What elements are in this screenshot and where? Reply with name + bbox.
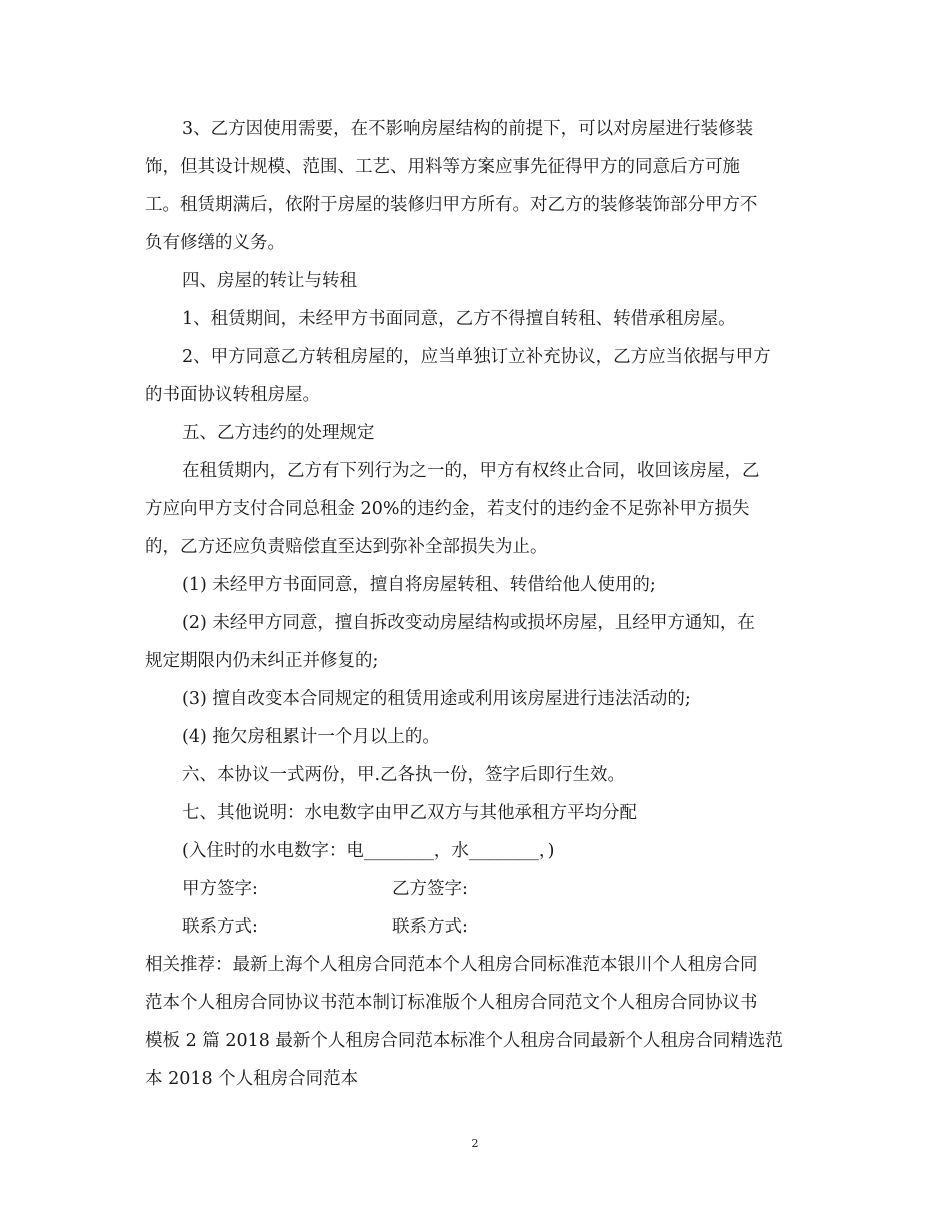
section-4-title: 四、房屋的转让与转租	[182, 271, 357, 291]
section-5-item-3: (3) 擅自改变本合同规定的租赁用途或利用该房屋进行违法活动的;	[182, 689, 691, 709]
section-5-item-4: (4) 拖欠房租累计一个月以上的。	[182, 727, 440, 747]
section-5-title: 五、乙方违约的处理规定	[182, 423, 375, 443]
text-line: 规定期限内仍未纠正并修复的;	[145, 651, 379, 671]
text-line: (2) 未经甲方同意，擅自拆改变动房屋结构或损坏房屋，且经甲方通知，在	[182, 613, 755, 633]
party-b-signature-label: 乙方签字:	[392, 879, 468, 899]
section-5-item-2	[145, 612, 820, 673]
contact-row	[145, 916, 820, 939]
section-4-item-1: 1、租赁期间，未经甲方书面同意，乙方不得擅自转租、转借承租房屋。	[182, 309, 736, 329]
text-line: 模板 2 篇 2018 最新个人租房合同范本标准个人租房合同最新个人租房合同精选范	[145, 1031, 783, 1051]
text-line: 的书面协议转租房屋。	[145, 385, 320, 405]
section-6: 六、本协议一式两份，甲.乙各执一份，签字后即行生效。	[182, 765, 626, 785]
party-b-contact-label: 联系方式:	[392, 917, 468, 937]
section-5-intro	[145, 460, 820, 559]
clause-3	[145, 118, 820, 255]
party-a-signature-label: 甲方签字:	[182, 879, 258, 899]
text-line: 3、乙方因使用需要，在不影响房屋结构的前提下，可以对房屋进行装修装	[182, 119, 754, 139]
party-a-contact-label: 联系方式:	[182, 917, 258, 937]
text-line: 相关推荐：最新上海个人租房合同范本个人租房合同标准范本银川个人租房合同	[145, 955, 758, 975]
section-4-item-2	[145, 346, 820, 407]
text-line: 的，乙方还应负责赔偿直至达到弥补全部损失为止。	[145, 537, 548, 557]
text-line: 负有修缮的义务。	[145, 233, 285, 253]
text-line: 饰，但其设计规模、范围、工艺、用料等方案应事先征得甲方的同意后方可施	[145, 157, 740, 177]
section-7: 七、其他说明：水电数字由甲乙双方与其他承租方平均分配	[182, 803, 637, 823]
related-recommendations	[145, 954, 820, 1091]
text-line: 在租赁期内，乙方有下列行为之一的，甲方有权终止合同，收回该房屋，乙	[182, 461, 760, 481]
text-line: 范本个人租房合同协议书范本制订标准版个人租房合同范文个人租房合同协议书	[145, 993, 758, 1013]
document-body	[145, 118, 820, 1106]
signature-row	[145, 878, 820, 901]
text-line: 2、甲方同意乙方转租房屋的，应当单独订立补充协议，乙方应当依据与甲方	[182, 347, 771, 367]
text-line: 工。租赁期满后，依附于房屋的装修归甲方所有。对乙方的装修装饰部分甲方不	[145, 195, 758, 215]
text-line: 本 2018 个人租房合同范本	[145, 1069, 359, 1089]
text-line: 方应向甲方支付合同总租金 20%的违约金，若支付的违约金不足弥补甲方损失	[145, 499, 750, 519]
meter-note: (入住时的水电数字：电________，水________，)	[182, 841, 555, 861]
section-5-item-1: (1) 未经甲方书面同意，擅自将房屋转租、转借给他人使用的;	[182, 575, 656, 595]
page-number: 2	[471, 1137, 479, 1150]
